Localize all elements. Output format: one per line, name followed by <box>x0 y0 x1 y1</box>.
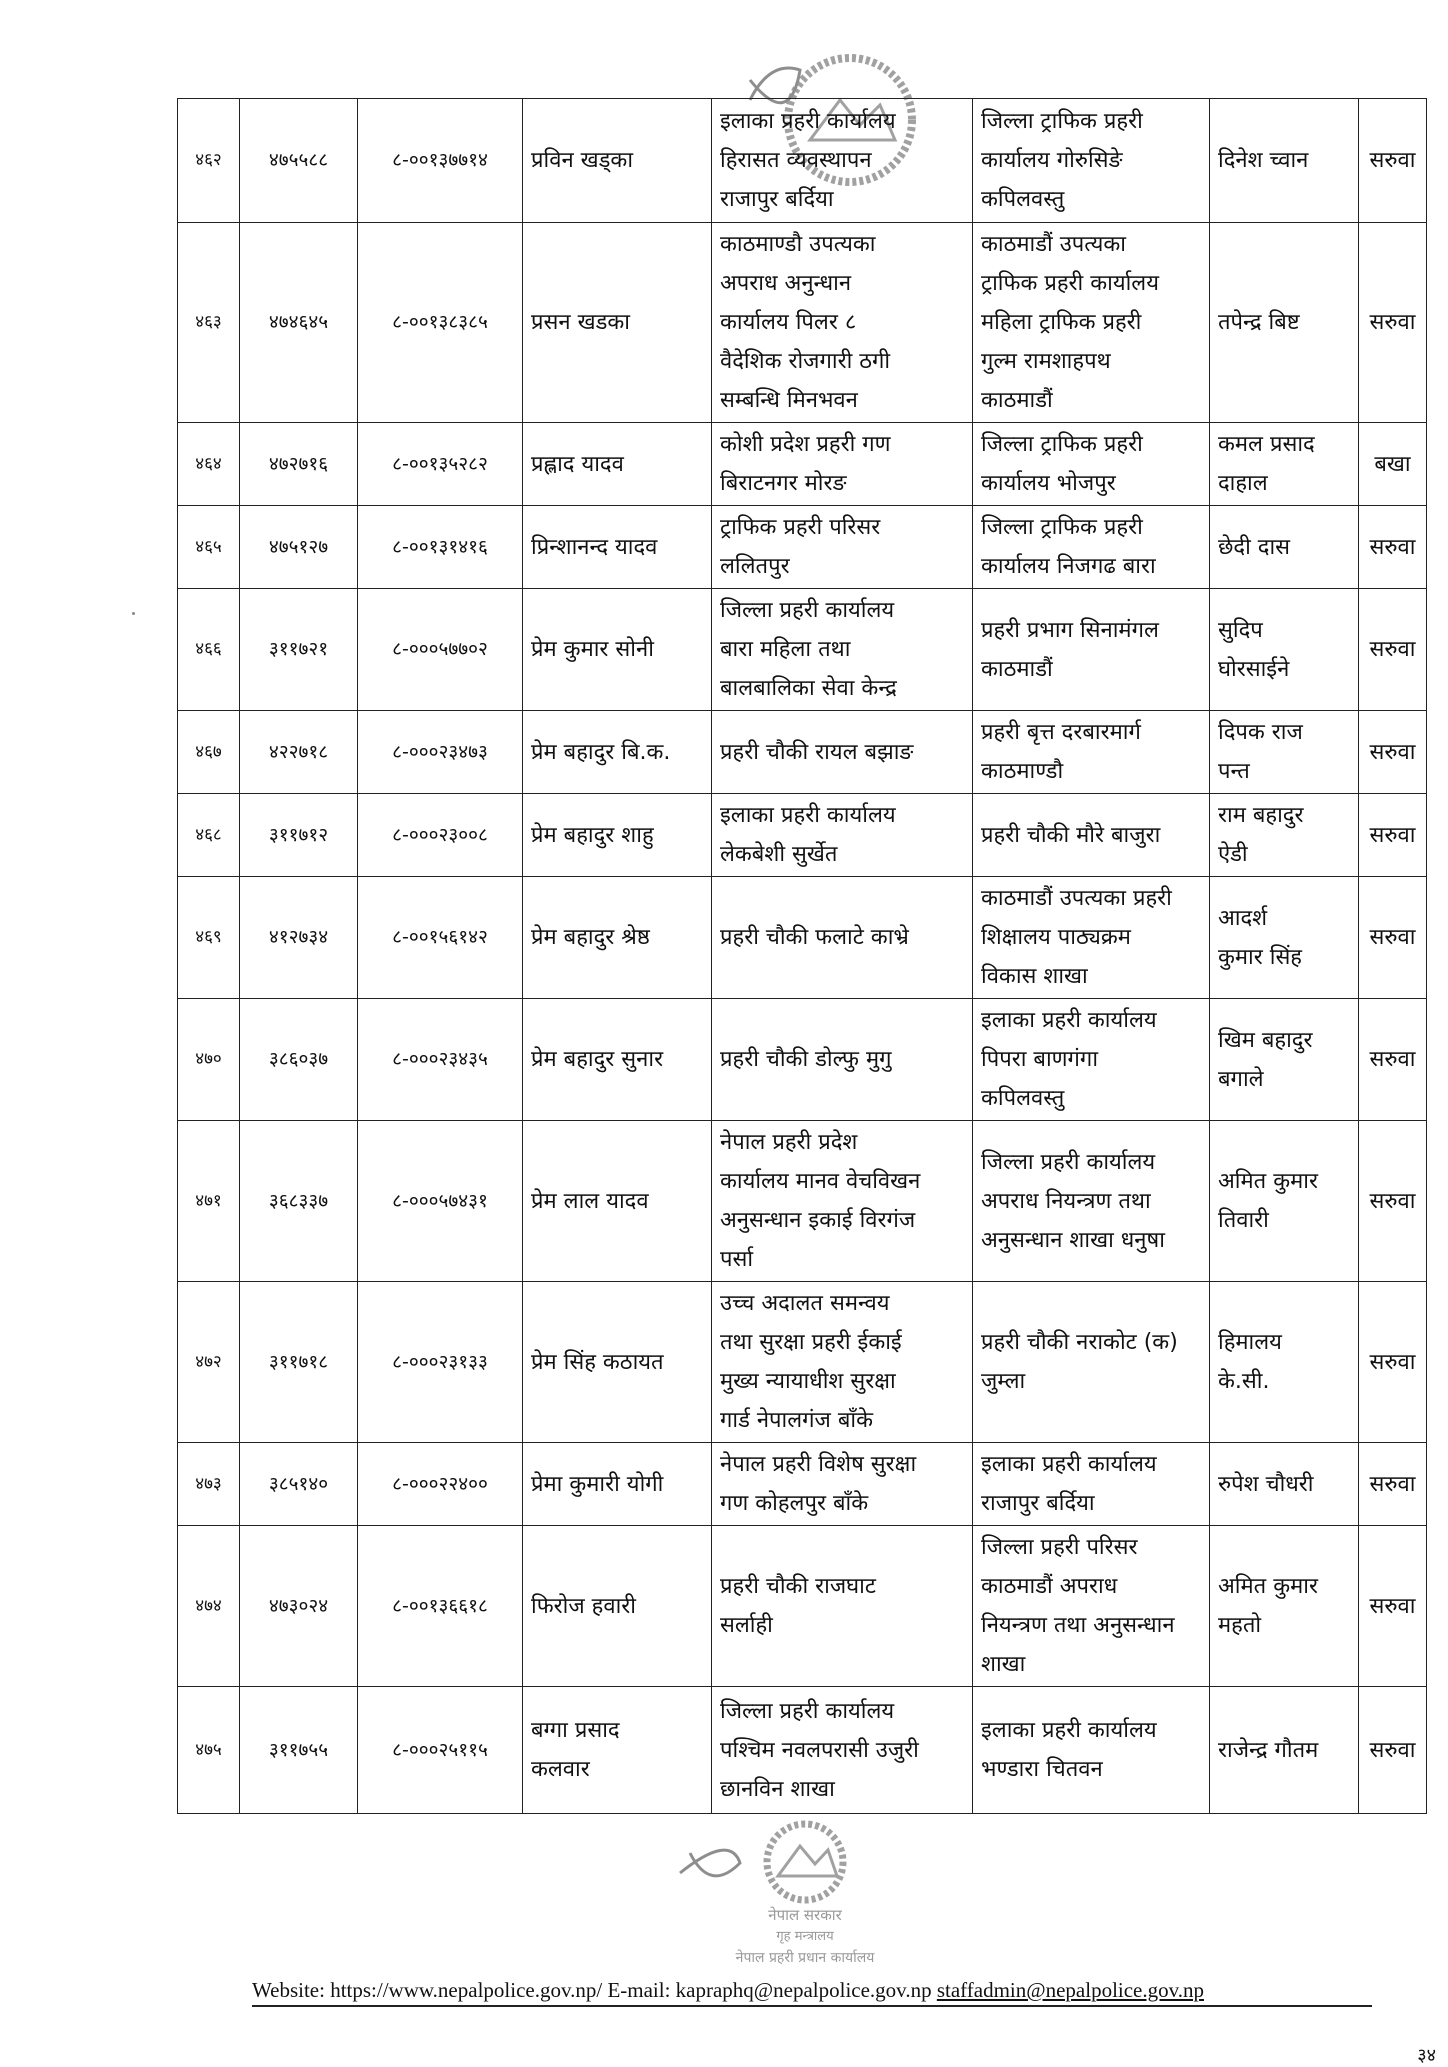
cell-line: जिल्ला प्रहरी कार्यालय <box>720 598 895 623</box>
cell-line: इलाका प्रहरी कार्यालय <box>981 1452 1157 1477</box>
official-seal-bottom <box>660 1818 920 1968</box>
cell-line: नेपाल प्रहरी प्रदेश <box>720 1130 858 1155</box>
table-row <box>178 1526 1427 1687</box>
seal-text: नेपाल प्रहरी प्रधान कार्यालय <box>735 1950 875 1966</box>
transfer-type-cell: बखा <box>1359 423 1427 506</box>
cell-line: पन्त <box>1218 759 1250 784</box>
cell-line: सुदिप <box>1218 617 1263 643</box>
cell-line: उच्च अदालत समन्वय <box>720 1291 890 1316</box>
id-cell: ३११७१२ <box>240 794 358 877</box>
cell-line: काठमाडौं <box>981 388 1053 413</box>
serial-cell: ४६७ <box>178 711 240 794</box>
cell-line: प्रहरी प्रभाग सिनामंगल <box>981 617 1159 643</box>
cell-line: महतो <box>1218 1613 1262 1638</box>
cell-line: प्रहरी चौकी मौरे बाजुरा <box>981 822 1161 848</box>
table-row <box>178 423 1427 506</box>
name-cell <box>523 999 712 1121</box>
table-row <box>178 1282 1427 1443</box>
code-cell: ८-०००२३१३३ <box>358 1282 523 1443</box>
new-office-cell <box>973 99 1210 223</box>
cell-line: घोरसाईने <box>1218 656 1290 682</box>
table-row <box>178 1687 1427 1814</box>
cell-line: काठमाडौं <box>981 656 1053 682</box>
cell-line: अमित कुमार <box>1218 1574 1318 1599</box>
cell-line: मुख्य न्यायाधीश सुरक्षा <box>720 1369 896 1394</box>
cell-line: बिराटनगर मोरङ <box>720 471 847 496</box>
id-cell: ४७३०२४ <box>240 1526 358 1687</box>
new-office-cell <box>973 1443 1210 1526</box>
cell-line: जिल्ला प्रहरी परिसर <box>981 1535 1138 1560</box>
cell-line: कार्यालय भोजपुर <box>981 471 1116 496</box>
cell-line: वैदेशिक रोजगारी ठगी <box>720 349 891 374</box>
code-cell: ८-०००२२४०० <box>358 1443 523 1526</box>
transfer-type-cell: सरुवा <box>1359 794 1427 877</box>
cell-line: कलवार <box>531 1757 590 1782</box>
page-number: ३४ <box>1417 2045 1436 2066</box>
replacement-cell <box>1210 223 1359 423</box>
serial-cell: ४६२ <box>178 99 240 223</box>
current-office-cell <box>712 1443 973 1526</box>
cell-line: दिपक राज <box>1218 720 1303 745</box>
code-cell: ८-००१३६६१८ <box>358 1526 523 1687</box>
cell-line: बग्गा प्रसाद <box>531 1718 620 1743</box>
cell-line: प्रेमा कुमारी योगी <box>531 1471 664 1497</box>
replacement-cell <box>1210 1526 1359 1687</box>
name-cell <box>523 711 712 794</box>
code-cell: ८-०००२३४७३ <box>358 711 523 794</box>
current-office-cell <box>712 1526 973 1687</box>
table-row <box>178 999 1427 1121</box>
new-office-cell <box>973 999 1210 1121</box>
table-row <box>178 223 1427 423</box>
cell-line: प्रसन खडका <box>531 310 630 335</box>
cell-line: अनुसन्धान इकाई विरगंज <box>720 1208 916 1233</box>
replacement-cell <box>1210 1121 1359 1282</box>
new-office-cell <box>973 589 1210 711</box>
transfer-type-cell: सरुवा <box>1359 99 1427 223</box>
cell-line: प्रेम बहादुर सुनार <box>531 1047 664 1072</box>
cell-line: खिम बहादुर <box>1218 1027 1313 1053</box>
footer-staffadmin-email: staffadmin@nepalpolice.gov.np <box>936 1978 1205 2002</box>
cell-line: कपिलवस्तु <box>981 1086 1065 1111</box>
current-office-cell <box>712 99 973 223</box>
serial-cell: ४७३ <box>178 1443 240 1526</box>
cell-line: कमल प्रसाद <box>1218 432 1315 457</box>
cell-line: प्रहरी चौकी नराकोट (क) <box>981 1330 1178 1355</box>
transfer-type-cell: सरुवा <box>1359 1121 1427 1282</box>
cell-line: महिला ट्राफिक प्रहरी <box>981 310 1142 335</box>
cell-line: छेदी दास <box>1218 534 1291 560</box>
replacement-cell <box>1210 999 1359 1121</box>
cell-line: प्रहरी चौकी रायल बझाङ <box>720 739 914 765</box>
new-office-cell <box>973 711 1210 794</box>
code-cell: ८-००१५६१४२ <box>358 877 523 999</box>
replacement-cell <box>1210 1687 1359 1814</box>
name-cell <box>523 1282 712 1443</box>
current-office-cell <box>712 794 973 877</box>
cell-line: प्रेम बहादुर शाहु <box>531 822 654 848</box>
cell-line: गण कोहलपुर बाँके <box>720 1491 869 1516</box>
cell-line: जुम्ला <box>981 1369 1026 1394</box>
cell-line: राजापुर बर्दिया <box>981 1491 1095 1516</box>
new-office-cell <box>973 794 1210 877</box>
cell-line: जिल्ला ट्राफिक प्रहरी <box>981 515 1143 540</box>
cell-line: ट्राफिक प्रहरी परिसर <box>720 515 881 540</box>
cell-line: जिल्ला प्रहरी कार्यालय <box>720 1698 895 1724</box>
cell-line: कार्यालय निजगढ बारा <box>981 554 1156 579</box>
cell-line: कोशी प्रदेश प्रहरी गण <box>720 432 891 457</box>
new-office-cell <box>973 1526 1210 1687</box>
current-office-cell <box>712 1282 973 1443</box>
replacement-cell <box>1210 99 1359 223</box>
id-cell: ३११७१८ <box>240 1282 358 1443</box>
cell-line: सम्बन्धि मिनभवन <box>720 388 858 413</box>
id-cell: ४१२७३४ <box>240 877 358 999</box>
id-cell: ३८६०३७ <box>240 999 358 1121</box>
current-office-cell <box>712 223 973 423</box>
cell-line: शिक्षालय पाठ्यक्रम <box>981 925 1131 950</box>
cell-line: हिरासत व्यवस्थापन <box>720 148 872 173</box>
id-cell: ४७२७१६ <box>240 423 358 506</box>
serial-cell: ४७५ <box>178 1687 240 1814</box>
cell-line: तिवारी <box>1218 1208 1269 1233</box>
cell-line: बारा महिला तथा <box>720 637 851 662</box>
serial-cell: ४६५ <box>178 506 240 589</box>
cell-line: प्रहरी चौकी राजघाट <box>720 1574 876 1599</box>
new-office-cell <box>973 877 1210 999</box>
serial-cell: ४६४ <box>178 423 240 506</box>
cell-line: गुल्म रामशाहपथ <box>981 349 1111 374</box>
cell-line: प्रेम सिंह कठायत <box>531 1349 664 1375</box>
cell-line: काठमाडौं अपराध <box>981 1574 1118 1599</box>
serial-cell: ४६९ <box>178 877 240 999</box>
cell-line: तपेन्द्र बिष्ट <box>1218 310 1300 335</box>
cell-line: प्रह्लाद यादव <box>531 451 624 477</box>
cell-line: गार्ड नेपालगंज बाँके <box>720 1408 874 1433</box>
replacement-cell <box>1210 506 1359 589</box>
cell-line: बगाले <box>1218 1066 1264 1092</box>
cell-line: ऐडी <box>1218 842 1248 867</box>
code-cell: ८-००१३८३८५ <box>358 223 523 423</box>
transfer-type-cell: सरुवा <box>1359 999 1427 1121</box>
cell-line: काठमाण्डौ <box>981 759 1064 784</box>
cell-line: अमित कुमार <box>1218 1169 1318 1194</box>
cell-line: पर्सा <box>720 1247 754 1272</box>
code-cell: ८-००१३१४१६ <box>358 506 523 589</box>
current-office-cell <box>712 999 973 1121</box>
cell-line: फिरोज हवारी <box>531 1593 636 1619</box>
cell-line: भण्डारा चितवन <box>981 1757 1103 1782</box>
cell-line: जिल्ला ट्राफिक प्रहरी <box>981 432 1143 457</box>
table-row <box>178 506 1427 589</box>
cell-line: के.सी. <box>1218 1369 1270 1394</box>
cell-line: पिपरा बाणगंगा <box>981 1047 1099 1072</box>
table-row <box>178 1121 1427 1282</box>
serial-cell: ४६३ <box>178 223 240 423</box>
seal-text: गृह मन्त्रालय <box>776 1929 834 1944</box>
transfer-type-cell: सरुवा <box>1359 1687 1427 1814</box>
code-cell: ८-०००५७७०२ <box>358 589 523 711</box>
id-cell: ४७४६४५ <box>240 223 358 423</box>
cell-line: प्रिन्शानन्द यादव <box>531 534 658 560</box>
cell-line: दाहाल <box>1218 471 1268 496</box>
new-office-cell <box>973 506 1210 589</box>
name-cell <box>523 794 712 877</box>
cell-line: काठमाडौं उपत्यका प्रहरी <box>981 886 1172 911</box>
table-row <box>178 1443 1427 1526</box>
current-office-cell <box>712 711 973 794</box>
cell-line: इलाका प्रहरी कार्यालय <box>720 803 896 828</box>
code-cell: ८-००१३७७१४ <box>358 99 523 223</box>
transfer-type-cell: सरुवा <box>1359 1526 1427 1687</box>
code-cell: ८-०००२५११५ <box>358 1687 523 1814</box>
transfer-type-cell: सरुवा <box>1359 1282 1427 1443</box>
table-row <box>178 589 1427 711</box>
transfer-type-cell: सरुवा <box>1359 711 1427 794</box>
name-cell <box>523 589 712 711</box>
cell-line: पश्चिम नवलपरासी उजुरी <box>720 1737 919 1763</box>
cell-line: कार्यालय मानव वेचविखन <box>720 1169 921 1194</box>
current-office-cell <box>712 1121 973 1282</box>
cell-line: ट्राफिक प्रहरी कार्यालय <box>981 271 1159 296</box>
cell-line: प्रेम बहादुर बि.क. <box>531 739 671 765</box>
id-cell: ४७५५८८ <box>240 99 358 223</box>
cell-line: सर्लाही <box>720 1613 773 1638</box>
cell-line: राजापुर बर्दिया <box>720 187 834 212</box>
cell-line: अनुसन्धान शाखा धनुषा <box>981 1227 1165 1253</box>
cell-line: जिल्ला ट्राफिक प्रहरी <box>981 109 1143 134</box>
current-office-cell <box>712 506 973 589</box>
new-office-cell <box>973 1121 1210 1282</box>
cell-line: लेकबेशी सुर्खेत <box>720 842 838 867</box>
current-office-cell <box>712 423 973 506</box>
replacement-cell <box>1210 794 1359 877</box>
table-row <box>178 794 1427 877</box>
name-cell <box>523 877 712 999</box>
cell-line: रुपेश चौधरी <box>1218 1471 1314 1497</box>
seal-area <box>177 1818 1426 1968</box>
cell-line: इलाका प्रहरी कार्यालय <box>720 109 896 134</box>
new-office-cell <box>973 1282 1210 1443</box>
code-cell: ८-०००२३४३५ <box>358 999 523 1121</box>
replacement-cell <box>1210 589 1359 711</box>
cell-line: प्रेम लाल यादव <box>531 1188 649 1214</box>
transfer-type-cell: सरुवा <box>1359 877 1427 999</box>
replacement-cell <box>1210 877 1359 999</box>
cell-line: जिल्ला प्रहरी कार्यालय <box>981 1149 1156 1175</box>
cell-line: अपराध अनुन्धान <box>720 271 852 296</box>
current-office-cell <box>712 589 973 711</box>
cell-line: आदर्श <box>1218 905 1268 931</box>
cell-line: प्रहरी चौकी डोल्फु मुगु <box>720 1047 892 1072</box>
table-row <box>178 711 1427 794</box>
replacement-cell <box>1210 1443 1359 1526</box>
cell-line: दिनेश च्वान <box>1218 148 1309 173</box>
id-cell: ४२२७१८ <box>240 711 358 794</box>
cell-line: अपराध नियन्त्रण तथा <box>981 1188 1151 1214</box>
transfer-type-cell: सरुवा <box>1359 589 1427 711</box>
cell-line: कुमार सिंह <box>1218 944 1302 970</box>
code-cell: ८-०००२३००८ <box>358 794 523 877</box>
footer-contact <box>252 1978 1372 2007</box>
name-cell <box>523 1121 712 1282</box>
cell-line: प्रहरी बृत्त दरबारमार्ग <box>981 720 1141 745</box>
serial-cell: ४६८ <box>178 794 240 877</box>
table-row <box>178 99 1427 223</box>
serial-cell: ४७० <box>178 999 240 1121</box>
cell-line: कपिलवस्तु <box>981 187 1065 212</box>
name-cell <box>523 1443 712 1526</box>
cell-line: प्रविन खड्का <box>531 148 634 173</box>
serial-cell: ४६६ <box>178 589 240 711</box>
cell-line: छानविन शाखा <box>720 1776 835 1802</box>
name-cell <box>523 1687 712 1814</box>
cell-line: तथा सुरक्षा प्रहरी ईकाई <box>720 1330 902 1355</box>
name-cell <box>523 99 712 223</box>
cell-line: नेपाल प्रहरी विशेष सुरक्षा <box>720 1452 917 1477</box>
replacement-cell <box>1210 711 1359 794</box>
cell-line: विकास शाखा <box>981 964 1088 989</box>
id-cell: ३११७५५ <box>240 1687 358 1814</box>
transfer-table <box>177 98 1427 1814</box>
cell-line: नियन्त्रण तथा अनुसन्धान <box>981 1613 1175 1638</box>
cell-line: बालबालिका सेवा केन्द्र <box>720 676 897 701</box>
code-cell: ८-००१३५२८२ <box>358 423 523 506</box>
code-cell: ८-०००५७४३१ <box>358 1121 523 1282</box>
id-cell: ३८५१४० <box>240 1443 358 1526</box>
cell-line: हिमालय <box>1218 1330 1282 1355</box>
cell-line: काठमाण्डौ उपत्यका <box>720 232 876 257</box>
cell-line: राजेन्द्र गौतम <box>1218 1737 1319 1763</box>
replacement-cell <box>1210 423 1359 506</box>
table-row <box>178 877 1427 999</box>
current-office-cell <box>712 1687 973 1814</box>
transfer-type-cell: सरुवा <box>1359 1443 1427 1526</box>
cell-line: कार्यालय पिलर ८ <box>720 310 857 335</box>
footer-website-email: Website: https://www.nepalpolice.gov.np/ E-mail: kapraphq@nepalpolice.gov.np <box>252 1978 932 2002</box>
cell-line: शाखा <box>981 1652 1026 1677</box>
name-cell <box>523 1526 712 1687</box>
id-cell: ३६८३३७ <box>240 1121 358 1282</box>
name-cell <box>523 423 712 506</box>
name-cell <box>523 223 712 423</box>
transfer-type-cell: सरुवा <box>1359 223 1427 423</box>
transfer-type-cell: सरुवा <box>1359 506 1427 589</box>
new-office-cell <box>973 1687 1210 1814</box>
id-cell: ४७५१२७ <box>240 506 358 589</box>
cell-line: प्रेम कुमार सोनी <box>531 637 654 662</box>
serial-cell: ४७२ <box>178 1282 240 1443</box>
serial-cell: ४७१ <box>178 1121 240 1282</box>
seal-text: नेपाल सरकार <box>768 1906 842 1924</box>
name-cell <box>523 506 712 589</box>
id-cell: ३११७२१ <box>240 589 358 711</box>
cell-line: इलाका प्रहरी कार्यालय <box>981 1008 1157 1033</box>
current-office-cell <box>712 877 973 999</box>
cell-line: प्रेम बहादुर श्रेष्ठ <box>531 925 650 950</box>
cell-line: राम बहादुर <box>1218 803 1304 828</box>
cell-line: काठमाडौं उपत्यका <box>981 232 1126 257</box>
serial-cell: ४७४ <box>178 1526 240 1687</box>
new-office-cell <box>973 423 1210 506</box>
cell-line: ललितपुर <box>720 554 790 579</box>
cell-line: प्रहरी चौकी फलाटे काभ्रे <box>720 925 909 950</box>
cell-line: कार्यालय गोरुसिङे <box>981 148 1123 173</box>
new-office-cell <box>973 223 1210 423</box>
replacement-cell <box>1210 1282 1359 1443</box>
cell-line: इलाका प्रहरी कार्यालय <box>981 1718 1157 1743</box>
